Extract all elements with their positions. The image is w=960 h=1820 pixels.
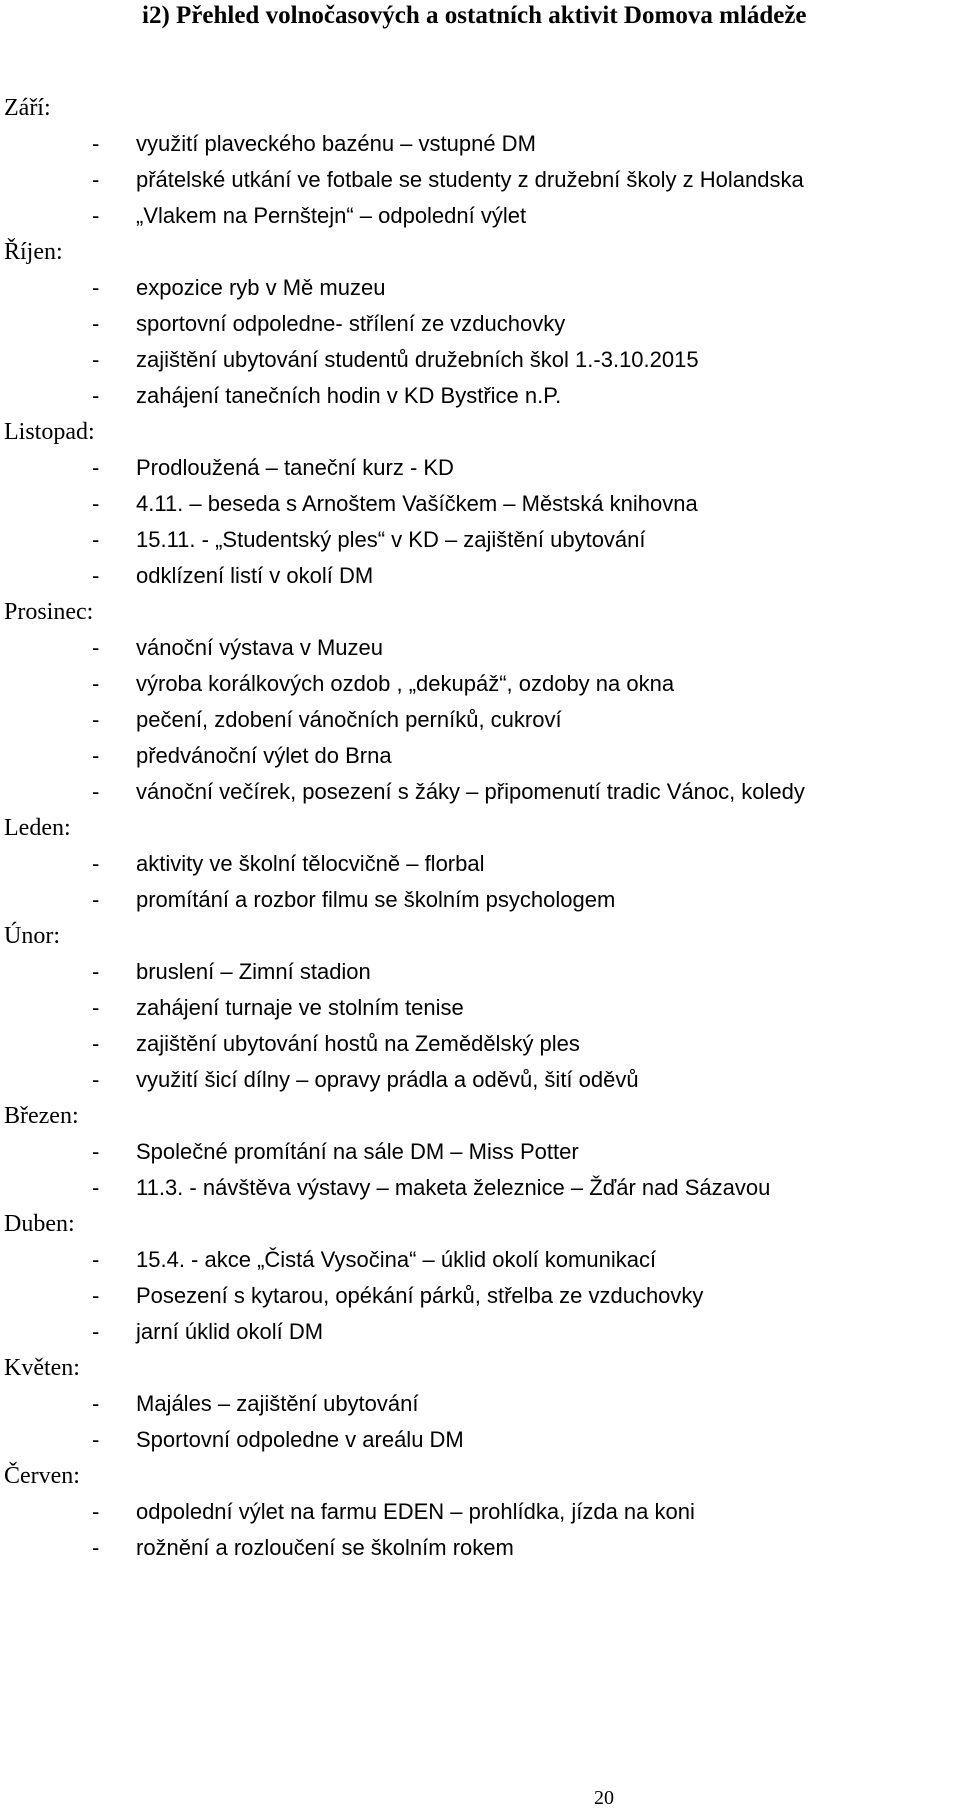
list-item: [0, 1170, 960, 1206]
bullet-dash: -: [92, 1535, 100, 1560]
list-item: [0, 162, 960, 198]
list-item-text: zahájení turnaje ve stolním tenise: [136, 995, 464, 1020]
list-item-text: 11.3. - návštěva výstavy – maketa železnice – Žďár nad Sázavou: [136, 1175, 771, 1200]
bullet-dash: -: [92, 779, 100, 804]
list-item: [0, 270, 960, 306]
list-item: [0, 378, 960, 414]
page-title: i2) Přehled volnočasových a ostatních aktivit Domova mládeže: [142, 2, 807, 29]
month-heading: Říjen:: [4, 239, 63, 265]
list-item: [0, 1242, 960, 1278]
bullet-dash: -: [92, 527, 100, 552]
list-item: [0, 1530, 960, 1566]
list-item-text: promítání a rozbor filmu se školním psychologem: [136, 887, 616, 912]
list-item: [0, 1062, 960, 1098]
list-item: [0, 774, 960, 810]
bullet-dash: -: [92, 1427, 100, 1452]
list-item-text: Sportovní odpoledne v areálu DM: [136, 1427, 464, 1452]
list-item: [0, 990, 960, 1026]
bullet-dash: -: [92, 635, 100, 660]
list-item: [0, 846, 960, 882]
list-item-text: bruslení – Zimní stadion: [136, 959, 371, 984]
list-item-text: Prodloužená – taneční kurz - KD: [136, 455, 454, 480]
list-item-text: využití plaveckého bazénu – vstupné DM: [136, 131, 536, 156]
bullet-dash: -: [92, 1067, 100, 1092]
list-item: [0, 882, 960, 918]
month-heading: Květen:: [4, 1355, 80, 1381]
bullet-dash: -: [92, 383, 100, 408]
month-heading: Leden:: [4, 815, 71, 841]
bullet-dash: -: [92, 275, 100, 300]
list-item-text: výroba korálkových ozdob , „dekupáž“, ozdoby na okna: [136, 671, 675, 696]
month-heading: Březen:: [4, 1103, 79, 1129]
list-item-text: zajištění ubytování studentů družebních škol 1.-3.10.2015: [136, 347, 699, 372]
bullet-dash: -: [92, 1283, 100, 1308]
bullet-dash: -: [92, 1499, 100, 1524]
bullet-dash: -: [92, 131, 100, 156]
bullet-dash: -: [92, 1319, 100, 1344]
list-item-text: Majáles – zajištění ubytování: [136, 1391, 419, 1416]
list-item: [0, 954, 960, 990]
bullet-dash: -: [92, 671, 100, 696]
bullet-dash: -: [92, 1247, 100, 1272]
bullet-dash: -: [92, 347, 100, 372]
list-item: [0, 1422, 960, 1458]
list-item: [0, 558, 960, 594]
list-item-text: zajištění ubytování hostů na Zemědělský ples: [136, 1031, 580, 1056]
bullet-dash: -: [92, 1391, 100, 1416]
bullet-dash: -: [92, 1175, 100, 1200]
list-item-text: aktivity ve školní tělocvičně – florbal: [136, 851, 485, 876]
list-item: [0, 702, 960, 738]
list-item: [0, 1314, 960, 1350]
list-item: [0, 630, 960, 666]
bullet-dash: -: [92, 995, 100, 1020]
month-heading: Únor:: [4, 923, 60, 949]
list-item-text: pečení, zdobení vánočních perníků, cukroví: [136, 707, 562, 732]
list-item-text: odpolední výlet na farmu EDEN – prohlídka, jízda na koni: [136, 1499, 695, 1524]
month-heading: Červen:: [4, 1463, 80, 1489]
bullet-dash: -: [92, 563, 100, 588]
bullet-dash: -: [92, 167, 100, 192]
list-item-text: 15.4. - akce „Čistá Vysočina“ – úklid okolí komunikací: [136, 1247, 657, 1272]
bullet-dash: -: [92, 311, 100, 336]
list-item: [0, 126, 960, 162]
month-heading: Listopad:: [4, 419, 95, 445]
list-item: [0, 738, 960, 774]
list-item-text: odklízení listí v okolí DM: [136, 563, 374, 588]
bullet-dash: -: [92, 203, 100, 228]
list-item: [0, 1386, 960, 1422]
list-item-text: rožnění a rozloučení se školním rokem: [136, 1535, 514, 1560]
list-item-text: vánoční výstava v Muzeu: [136, 635, 384, 660]
list-item-text: expozice ryb v Mě muzeu: [136, 275, 386, 300]
bullet-dash: -: [92, 887, 100, 912]
list-item: [0, 1134, 960, 1170]
list-item: [0, 1278, 960, 1314]
bullet-dash: -: [92, 1139, 100, 1164]
list-item: [0, 306, 960, 342]
list-item: [0, 1494, 960, 1530]
list-item-text: sportovní odpoledne- střílení ze vzduchovky: [136, 311, 566, 336]
list-item-text: 4.11. – beseda s Arnoštem Vašíčkem – Městská knihovna: [136, 491, 698, 516]
list-item-text: jarní úklid okolí DM: [136, 1319, 324, 1344]
bullet-dash: -: [92, 455, 100, 480]
list-item-text: Posezení s kytarou, opékání párků, střelba ze vzduchovky: [136, 1283, 704, 1308]
list-item: [0, 342, 960, 378]
list-item-text: zahájení tanečních hodin v KD Bystřice n.P.: [136, 383, 562, 408]
list-item-text: přátelské utkání ve fotbale se studenty z družební školy z Holandska: [136, 167, 804, 192]
bullet-dash: -: [92, 1031, 100, 1056]
list-item: [0, 450, 960, 486]
list-item: [0, 486, 960, 522]
list-item-text: 15.11. - „Studentský ples“ v KD – zajištění ubytování: [136, 527, 646, 552]
month-heading: Září:: [4, 95, 51, 121]
page-number: 20: [594, 1787, 614, 1809]
bullet-dash: -: [92, 851, 100, 876]
bullet-dash: -: [92, 491, 100, 516]
month-heading: Prosinec:: [4, 599, 94, 625]
list-item-text: vánoční večírek, posezení s žáky – připomenutí tradic Vánoc, koledy: [136, 779, 805, 804]
month-heading: Duben:: [4, 1211, 75, 1237]
list-item-text: předvánoční výlet do Brna: [136, 743, 392, 768]
list-item: [0, 1026, 960, 1062]
list-item: [0, 666, 960, 702]
list-item-text: „Vlakem na Pernštejn“ – odpolední výlet: [136, 203, 527, 228]
list-item-text: Společné promítání na sále DM – Miss Potter: [136, 1139, 579, 1164]
bullet-dash: -: [92, 743, 100, 768]
bullet-dash: -: [92, 707, 100, 732]
list-item: [0, 198, 960, 234]
list-item: [0, 522, 960, 558]
bullet-dash: -: [92, 959, 100, 984]
list-item-text: využití šicí dílny – opravy prádla a oděvů, šití oděvů: [136, 1067, 639, 1092]
activity-list: [0, 90, 960, 1566]
